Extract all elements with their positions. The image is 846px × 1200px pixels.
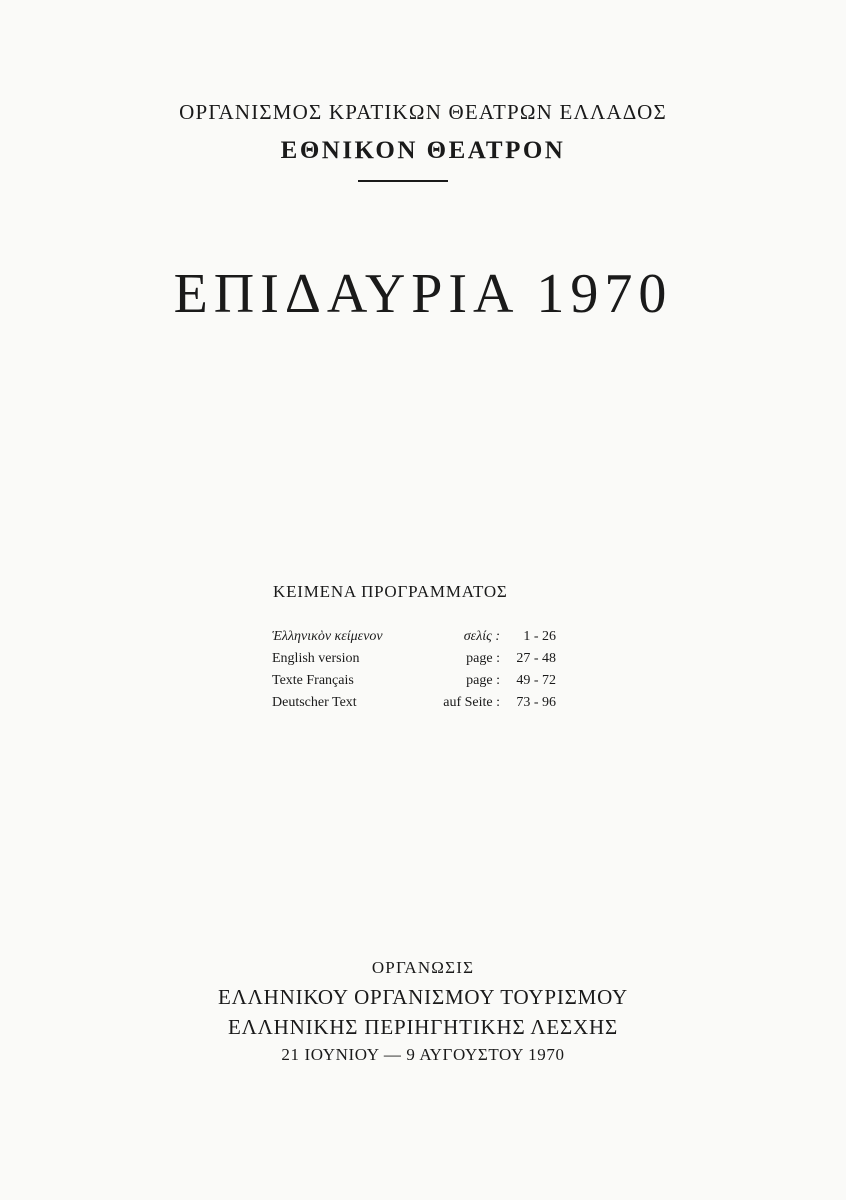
contents-row-english bbox=[272, 648, 556, 670]
contents-row-range: 73 - 96 bbox=[516, 695, 556, 710]
contents-row-french bbox=[272, 670, 556, 692]
page-title: ΕΠΙΔΑΥΡΙΑ 1970 bbox=[173, 263, 673, 325]
title-divider bbox=[358, 180, 448, 182]
contents-row-german bbox=[272, 692, 556, 714]
contents-row-range: 1 - 26 bbox=[523, 629, 556, 644]
contents-heading: ΚΕΙΜΕΝΑ ΠΡΟΓΡΑΜΜΑΤΟΣ bbox=[273, 582, 508, 601]
contents-row-page-word: auf Seite : bbox=[443, 695, 500, 710]
contents-row-label: English version bbox=[272, 651, 360, 666]
contents-row-page-word: σελίς : bbox=[463, 629, 500, 644]
organizer-touring-club: ΕΛΛΗΝΙΚΗΣ ΠΕΡΙΗΓΗΤΙΚΗΣ ΛΕΣΧΗΣ bbox=[227, 1015, 619, 1039]
contents-row-page-word: page : bbox=[466, 673, 500, 688]
contents-row-label: Deutscher Text bbox=[272, 695, 357, 710]
contents-row-label: Ἑλληνικὸν κείμενον bbox=[272, 629, 383, 644]
contents-row-range: 27 - 48 bbox=[516, 651, 556, 666]
theatre-name: ΕΘΝΙΚΟΝ ΘΕΑΤΡΟΝ bbox=[280, 137, 566, 164]
organized-by-label: ΟΡΓΑΝΩΣΙΣ bbox=[371, 958, 475, 977]
contents-table bbox=[272, 626, 556, 714]
contents-row-page-word: page : bbox=[466, 651, 500, 666]
organization-name: ΟΡΓΑΝΙΣΜΟΣ ΚΡΑΤΙΚΩΝ ΘΕΑΤΡΩΝ ΕΛΛΑΔΟΣ bbox=[179, 100, 667, 124]
contents-row-label: Texte Français bbox=[272, 673, 354, 688]
contents-row-range: 49 - 72 bbox=[516, 673, 556, 688]
festival-dates: 21 ΙΟΥΝΙΟΥ — 9 ΑΥΓΟΥΣΤΟΥ 1970 bbox=[281, 1045, 565, 1064]
organizer-tourism: ΕΛΛΗΝΙΚΟΥ ΟΡΓΑΝΙΣΜΟΥ ΤΟΥΡΙΣΜΟΥ bbox=[218, 985, 628, 1009]
contents-row-greek bbox=[272, 626, 556, 648]
